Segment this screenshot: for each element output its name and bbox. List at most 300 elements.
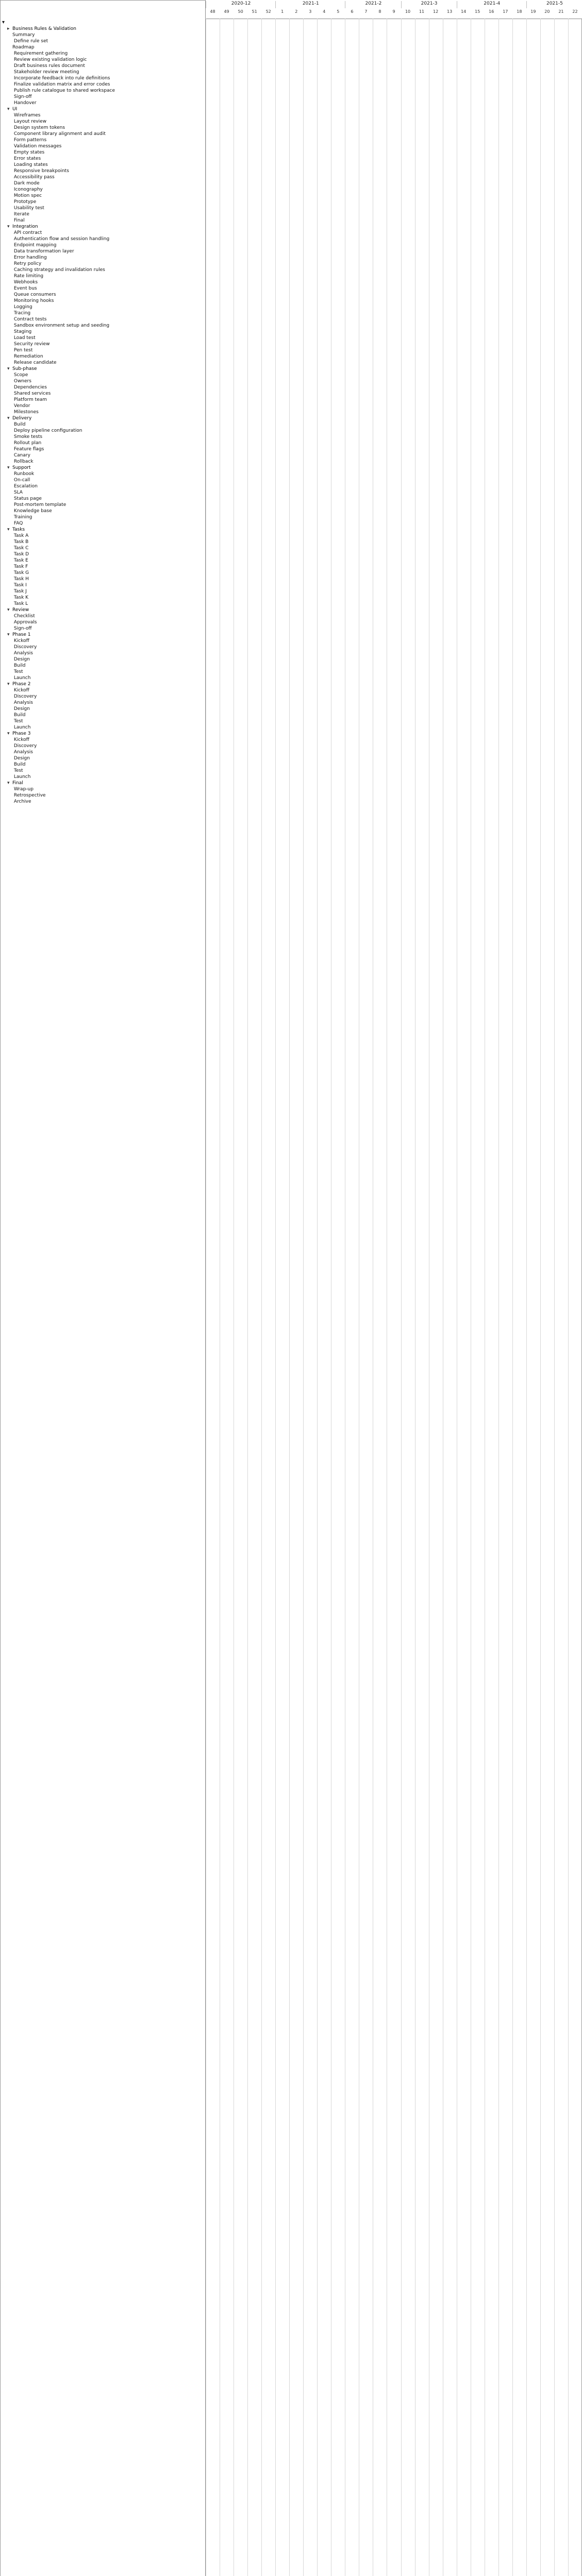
grid-line — [289, 19, 290, 2576]
tree-task-row[interactable] — [7, 786, 203, 792]
week-label: 21 — [558, 9, 564, 14]
tree-task-row[interactable] — [7, 743, 203, 749]
task-label: Dependencies — [12, 385, 47, 390]
grid-line — [554, 19, 555, 2576]
task-label: Loading states — [12, 162, 48, 167]
task-label: Task L — [12, 601, 28, 606]
tree-task-row[interactable] — [7, 656, 203, 663]
tree-task-row[interactable] — [7, 712, 203, 718]
tree-task-row[interactable] — [7, 248, 203, 255]
tree-task-row[interactable] — [7, 792, 203, 799]
tree-task-row[interactable] — [7, 397, 203, 403]
tree-task-row[interactable] — [7, 508, 203, 514]
tree-task-row[interactable] — [7, 378, 203, 384]
task-label: Sign-off — [12, 94, 32, 99]
week-label: 5 — [337, 9, 340, 14]
tree-group-row[interactable] — [7, 527, 203, 533]
task-label: Launch — [12, 774, 31, 779]
tree-task-row[interactable] — [7, 446, 203, 452]
task-label: Checklist — [12, 614, 35, 619]
tree-task-row[interactable] — [7, 595, 203, 601]
tree-task-row[interactable] — [7, 564, 203, 570]
grid-line — [540, 19, 541, 2576]
task-label: Tracing — [12, 311, 31, 316]
tree-task-row[interactable] — [7, 193, 203, 199]
tree-task-row[interactable] — [7, 162, 203, 168]
week-label: 16 — [489, 9, 494, 14]
week-label: 19 — [530, 9, 536, 14]
task-label: Build — [12, 422, 26, 427]
week-label: 2 — [295, 9, 298, 14]
task-label: Kickoff — [12, 638, 29, 643]
tree-task-row[interactable] — [7, 459, 203, 465]
task-label: Discovery — [12, 743, 37, 749]
tree-task-row[interactable] — [7, 644, 203, 650]
task-label: Remediation — [12, 354, 43, 359]
tree-task-row[interactable] — [7, 57, 203, 63]
tree-task-row[interactable] — [7, 156, 203, 162]
tree-task-row[interactable] — [7, 372, 203, 378]
tree-task-row[interactable] — [7, 205, 203, 211]
task-label: Authentication flow and session handling — [12, 236, 110, 242]
tree-task-row[interactable] — [7, 434, 203, 440]
tree-task-row[interactable] — [7, 663, 203, 669]
grid-line — [261, 19, 262, 2576]
task-label: Kickoff — [12, 688, 29, 693]
week-label: 13 — [447, 9, 453, 14]
tree-task-row[interactable] — [7, 230, 203, 236]
root-toggle-icon[interactable]: ▾ — [2, 20, 5, 25]
tree-task-row[interactable] — [7, 619, 203, 625]
expand-toggle-icon[interactable]: ▾ — [7, 527, 10, 532]
tree-task-row[interactable] — [7, 44, 203, 50]
grid-line — [303, 19, 304, 2576]
tree-task-row[interactable] — [7, 675, 203, 681]
tree-task-row[interactable] — [7, 601, 203, 607]
tree-task-row[interactable] — [7, 520, 203, 527]
task-label: Iconography — [12, 187, 43, 192]
tree-task-row[interactable] — [7, 502, 203, 508]
task-label: Pen test — [12, 348, 33, 353]
task-label: Contract tests — [12, 317, 47, 322]
task-label: Review existing validation logic — [12, 57, 87, 62]
week-label: 10 — [405, 9, 411, 14]
task-label: Publish rule catalogue to shared workspace — [12, 88, 115, 93]
task-label: Incorporate feedback into rule definitions — [12, 76, 110, 81]
tree-task-row[interactable] — [7, 187, 203, 193]
tree-task-row[interactable] — [7, 149, 203, 156]
task-label: Sandbox environment setup and seeding — [12, 323, 110, 328]
tree-task-row[interactable] — [7, 143, 203, 149]
tree-task-row[interactable] — [7, 81, 203, 88]
task-label: Staging — [12, 329, 32, 334]
tree-task-row[interactable] — [7, 545, 203, 551]
tree-task-row[interactable] — [7, 421, 203, 428]
tree-task-row[interactable] — [7, 650, 203, 656]
tree-task-row[interactable] — [7, 557, 203, 564]
grid-line — [401, 19, 402, 2576]
tree-task-row[interactable] — [7, 496, 203, 502]
task-label: Phase 2 — [12, 682, 31, 687]
tree-task-row[interactable] — [7, 125, 203, 131]
tree-task-row[interactable] — [7, 409, 203, 415]
week-label: 8 — [378, 9, 381, 14]
tree-task-row[interactable] — [7, 255, 203, 261]
task-label: Validation messages — [12, 144, 62, 149]
task-label: Smoke tests — [12, 434, 43, 439]
tree-task-row[interactable] — [7, 279, 203, 285]
tree-task-row[interactable] — [7, 180, 203, 187]
tree-task-row[interactable] — [7, 755, 203, 761]
task-label: Sign-off — [12, 626, 32, 631]
task-label: Define rule set — [12, 39, 48, 44]
week-label: 12 — [433, 9, 439, 14]
week-label: 50 — [238, 9, 243, 14]
task-label: Task G — [12, 570, 29, 575]
month-label: 2020-12 — [206, 1, 276, 8]
tree-task-row[interactable] — [7, 267, 203, 273]
tree-task-row[interactable] — [7, 100, 203, 106]
tree-task-row[interactable] — [7, 384, 203, 391]
task-label: Final — [12, 218, 25, 223]
tree-group-row[interactable] — [7, 366, 203, 372]
tree-task-row[interactable] — [7, 737, 203, 743]
tree-task-row[interactable] — [7, 353, 203, 360]
task-tree-pane[interactable] — [0, 0, 206, 2576]
task-label: Test — [12, 768, 23, 773]
tree-task-row[interactable] — [7, 706, 203, 712]
tree-task-row[interactable] — [7, 310, 203, 316]
task-label: Deploy pipeline configuration — [12, 428, 82, 433]
week-label: 6 — [351, 9, 354, 14]
task-label: Finalize validation matrix and error codes — [12, 82, 110, 87]
tree-task-row[interactable] — [7, 335, 203, 341]
tree-task-row[interactable] — [7, 273, 203, 279]
task-label: Security review — [12, 342, 50, 347]
tree-task-row[interactable] — [7, 347, 203, 353]
tree-task-row[interactable] — [7, 168, 203, 174]
tree-group-row[interactable] — [7, 415, 203, 421]
task-label: Draft business rules document — [12, 63, 85, 69]
grid-line — [247, 19, 248, 2576]
tree-task-row[interactable] — [7, 341, 203, 347]
task-label: Review — [12, 607, 29, 613]
task-label: Shared services — [12, 391, 51, 396]
tree-task-row[interactable] — [7, 304, 203, 310]
task-label: Test — [12, 719, 23, 724]
task-label: Task B — [12, 539, 29, 545]
task-label: Design system tokens — [12, 125, 65, 130]
task-label: Launch — [12, 675, 31, 681]
tree-task-row[interactable] — [7, 38, 203, 44]
task-label: On-call — [12, 478, 30, 483]
task-label: Data transformation layer — [12, 249, 74, 254]
task-label: Prototype — [12, 199, 37, 205]
task-label: Task C — [12, 546, 29, 551]
tree-task-row[interactable] — [7, 687, 203, 693]
task-label: Post-mortem template — [12, 502, 66, 507]
task-label: Runbook — [12, 471, 35, 477]
task-label: Error states — [12, 156, 41, 161]
month-label: 2021-4 — [457, 1, 527, 8]
task-label: Analysis — [12, 700, 33, 705]
tree-group-row[interactable] — [7, 731, 203, 737]
tree-task-row[interactable] — [7, 539, 203, 545]
week-label: 48 — [210, 9, 215, 14]
task-label: Handover — [12, 100, 37, 106]
week-label: 9 — [392, 9, 395, 14]
tree-task-row[interactable] — [7, 483, 203, 489]
tree-group-row[interactable] — [7, 681, 203, 687]
tree-task-row[interactable] — [7, 514, 203, 520]
task-label: Roadmap — [12, 45, 35, 50]
tree-task-row[interactable] — [7, 718, 203, 724]
tree-task-row[interactable] — [7, 613, 203, 619]
tree-task-row[interactable] — [7, 724, 203, 731]
task-label: Motion spec — [12, 193, 42, 198]
tree-task-row[interactable] — [7, 551, 203, 557]
task-label: Rollout plan — [12, 440, 42, 446]
tree-task-row[interactable] — [7, 761, 203, 768]
tree-task-row[interactable] — [7, 118, 203, 125]
task-label: Wireframes — [12, 113, 41, 118]
tree-group-row[interactable] — [7, 607, 203, 613]
task-label: Analysis — [12, 750, 33, 755]
week-label: 17 — [503, 9, 508, 14]
tree-task-row[interactable] — [7, 693, 203, 700]
month-label: 2021-5 — [526, 1, 582, 8]
task-label: Design — [12, 657, 30, 662]
task-label: Iterate — [12, 212, 29, 217]
task-label: Support — [12, 465, 31, 470]
task-label: Caching strategy and invalidation rules — [12, 267, 105, 273]
task-label: Responsive breakpoints — [12, 168, 69, 174]
task-label: Release candidate — [12, 360, 57, 365]
week-label: 18 — [517, 9, 522, 14]
task-label: Canary — [12, 453, 30, 458]
tree-task-row[interactable] — [7, 50, 203, 57]
tree-task-row[interactable] — [7, 329, 203, 335]
task-label: Error handling — [12, 255, 47, 260]
task-label: Status page — [12, 496, 42, 501]
task-label: Task F — [12, 564, 28, 569]
expand-toggle-icon[interactable]: ▾ — [7, 682, 10, 687]
tree-task-row[interactable] — [7, 137, 203, 143]
week-label: 11 — [419, 9, 425, 14]
tree-task-row[interactable] — [7, 199, 203, 205]
tree-task-row[interactable] — [7, 63, 203, 69]
task-label: Feature flags — [12, 447, 44, 452]
expand-toggle-icon[interactable]: ▾ — [7, 781, 10, 786]
tree-task-row[interactable] — [7, 94, 203, 100]
tree-task-row[interactable] — [7, 489, 203, 496]
tree-task-row[interactable] — [7, 211, 203, 217]
expand-toggle-icon[interactable]: ▾ — [7, 366, 10, 371]
task-label: API contract — [12, 230, 42, 235]
tree-task-row[interactable] — [7, 428, 203, 434]
task-label: Wrap-up — [12, 787, 34, 792]
task-label: Event bus — [12, 286, 37, 291]
task-label: Empty states — [12, 150, 45, 155]
tree-task-row[interactable] — [7, 749, 203, 755]
week-label: 49 — [224, 9, 229, 14]
tree-task-row[interactable] — [7, 768, 203, 774]
task-label: Form patterns — [12, 138, 47, 143]
tree-task-row[interactable] — [7, 638, 203, 644]
tree-group-row[interactable] — [7, 632, 203, 638]
grid-line — [568, 19, 569, 2576]
tree-task-row[interactable] — [7, 576, 203, 582]
tree-task-row[interactable] — [7, 261, 203, 267]
tree-task-row[interactable] — [7, 242, 203, 248]
task-label: Usability test — [12, 206, 44, 211]
tree-task-row[interactable] — [7, 360, 203, 366]
task-label: Discovery — [12, 694, 37, 699]
tree-task-row[interactable] — [7, 440, 203, 446]
expand-toggle-icon[interactable]: ▸ — [7, 26, 10, 31]
task-label: Summary — [12, 32, 35, 38]
task-label: Dark mode — [12, 181, 40, 186]
timeline-header — [206, 0, 582, 19]
tree-task-row[interactable] — [7, 298, 203, 304]
expand-toggle-icon[interactable]: ▾ — [7, 731, 10, 736]
tree-task-row[interactable] — [7, 582, 203, 588]
tree-task-row[interactable] — [7, 403, 203, 409]
tree-task-row[interactable] — [7, 236, 203, 242]
task-label: Task H — [12, 577, 29, 582]
tree-task-row[interactable] — [7, 533, 203, 539]
tree-task-row[interactable] — [7, 69, 203, 75]
month-label: 2021-2 — [345, 1, 401, 8]
task-label: Escalation — [12, 484, 38, 489]
task-label: Design — [12, 756, 30, 761]
week-label: 51 — [252, 9, 257, 14]
expand-toggle-icon[interactable]: ▾ — [7, 107, 10, 112]
grid-line — [526, 19, 527, 2576]
week-label: 7 — [364, 9, 368, 14]
tree-task-row[interactable] — [7, 669, 203, 675]
week-label: 3 — [309, 9, 312, 14]
tree-task-row[interactable] — [7, 700, 203, 706]
task-label: Phase 1 — [12, 632, 31, 637]
tree-group-row[interactable] — [7, 26, 203, 32]
task-label: Task D — [12, 552, 29, 557]
task-label: Endpoint mapping — [12, 243, 57, 248]
task-label: Sub-phase — [12, 366, 37, 371]
task-label: Build — [12, 663, 26, 668]
expand-toggle-icon[interactable]: ▾ — [7, 224, 10, 229]
tree-group-row[interactable] — [7, 780, 203, 786]
grid-line — [512, 19, 513, 2576]
task-label: Rollback — [12, 459, 34, 464]
tree-group-row[interactable] — [7, 465, 203, 471]
task-label: Task J — [12, 589, 27, 594]
grid-line — [498, 19, 499, 2576]
task-label: Integration — [12, 224, 38, 229]
grid-line — [317, 19, 318, 2576]
task-label: Component library alignment and audit — [12, 131, 106, 137]
tree-task-row[interactable] — [7, 285, 203, 292]
task-label: Delivery — [12, 416, 32, 421]
task-label: Phase 3 — [12, 731, 31, 736]
tree-group-row[interactable] — [7, 224, 203, 230]
week-label: 14 — [461, 9, 467, 14]
tree-task-row[interactable] — [7, 217, 203, 224]
task-label: Business Rules & Validation — [12, 26, 77, 31]
expand-toggle-icon[interactable]: ▾ — [7, 416, 10, 421]
week-label: 20 — [544, 9, 550, 14]
task-label: Monitoring hooks — [12, 298, 54, 303]
tree-task-row[interactable] — [7, 131, 203, 137]
tree-group-row[interactable] — [7, 106, 203, 112]
task-label: Discovery — [12, 645, 37, 650]
task-label: Webhooks — [12, 280, 38, 285]
tree-task-row[interactable] — [7, 471, 203, 477]
task-label: Platform team — [12, 397, 47, 402]
tree-task-row[interactable] — [7, 88, 203, 94]
task-label: Final — [12, 781, 23, 786]
task-label: Build — [12, 762, 26, 767]
week-label: 52 — [265, 9, 271, 14]
tree-task-row[interactable] — [7, 625, 203, 632]
tree-task-row[interactable] — [7, 32, 203, 38]
task-label: Build — [12, 713, 26, 718]
task-label: Layout review — [12, 119, 47, 124]
tree-task-row[interactable] — [7, 570, 203, 576]
month-label: 2021-1 — [275, 1, 345, 8]
tree-task-row[interactable] — [7, 292, 203, 298]
week-label: 22 — [572, 9, 578, 14]
task-label: Test — [12, 669, 23, 674]
task-label: Queue consumers — [12, 292, 56, 297]
task-label: Scope — [12, 372, 28, 378]
task-label: Load test — [12, 335, 36, 341]
expand-toggle-icon[interactable]: ▾ — [7, 465, 10, 470]
tree-task-row[interactable] — [7, 588, 203, 595]
tree-task-row[interactable] — [7, 112, 203, 118]
task-label: Kickoff — [12, 737, 29, 742]
task-label: Vendor — [12, 403, 30, 409]
tree-task-row[interactable] — [7, 316, 203, 323]
expand-toggle-icon[interactable]: ▾ — [7, 632, 10, 637]
week-label: 1 — [281, 9, 284, 14]
task-label: Requirement gathering — [12, 51, 68, 56]
week-label: 4 — [323, 9, 326, 14]
tree-task-row[interactable] — [7, 391, 203, 397]
task-label: Milestones — [12, 410, 39, 415]
task-label: Archive — [12, 799, 31, 804]
task-label: Stakeholder review meeting — [12, 70, 79, 75]
tree-task-row[interactable] — [7, 452, 203, 459]
task-label: Task E — [12, 558, 28, 563]
task-label: Retrospective — [12, 793, 46, 798]
task-label: Logging — [12, 304, 32, 310]
tree-task-row[interactable] — [7, 799, 203, 805]
tree-task-row[interactable] — [7, 75, 203, 81]
task-label: Accessibility pass — [12, 175, 55, 180]
tree-task-row[interactable] — [7, 477, 203, 483]
task-label: FAQ — [12, 521, 23, 526]
gantt-chart[interactable] — [206, 0, 582, 2576]
grid-line — [275, 19, 276, 2576]
task-label: Task K — [12, 595, 29, 600]
task-label: Knowledge base — [12, 509, 52, 514]
expand-toggle-icon[interactable]: ▾ — [7, 607, 10, 613]
tree-task-row[interactable] — [7, 323, 203, 329]
tree-task-row[interactable] — [7, 174, 203, 180]
tree-task-row[interactable] — [7, 774, 203, 780]
task-label: Owners — [12, 379, 31, 384]
